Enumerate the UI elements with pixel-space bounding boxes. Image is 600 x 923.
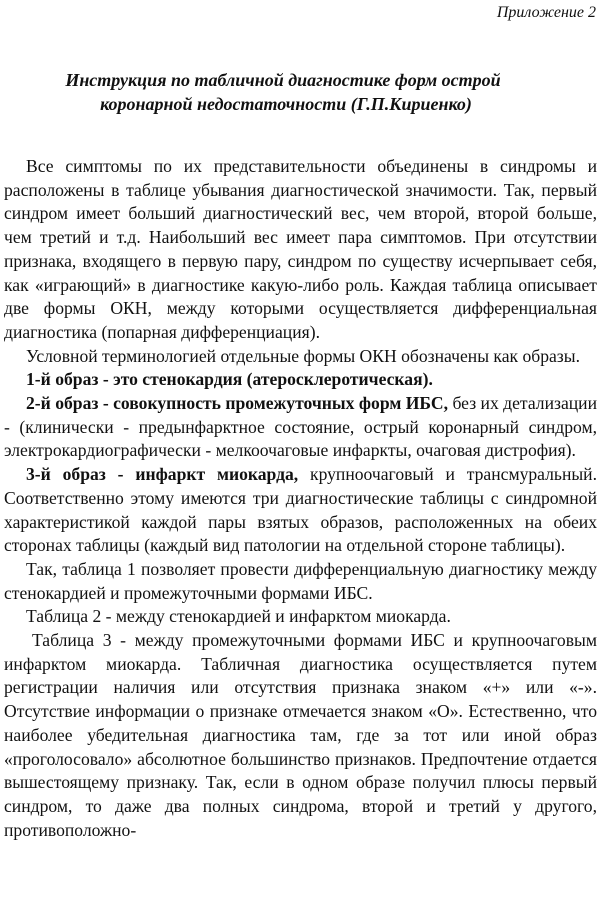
document-title (0, 68, 600, 116)
title-line-2: коронарной недостаточности (Г.П.Кириенко) (100, 94, 472, 114)
paragraph-table-3: Таблица 3 - между промежуточными формами ИБС и крупноочаговым инфарктом миокарда. Табличная диагностика осуществляется путем регистрации наличия или отсутствия признака знаком «+» или «-». Отсутствие информации о признаке отмечается знаком «О». Естественно, что наиболее убедительная диагностика там, где за тот или иной образ «проголосовало» абсолютное большинство признаков. Предпочтение отдается вышестоящему признаку. Так, если в одном образе получил плюсы первый синдром, то даже два полных синдрома, второй и третий у другого, противоположно- (4, 630, 597, 840)
image-3-text: крупноочаговый и трансмуральный. Соответственно этому имеются три диагностические таблицы с синдромной характеристикой каждой пары взятых образов, расположенных на обеих сторонах таблицы (каждый вид патологии на отдельной стороне таблицы). (4, 464, 597, 556)
title-line-1: Инструкция по табличной диагностике форм острой (65, 70, 501, 90)
paragraph-image-1: 1-й образ - это стенокардия (атеросклеротическая). (26, 369, 433, 390)
paragraph-image-2 (4, 392, 597, 463)
image-2-heading: 2-й образ - совокупность промежуточных форм ИБС, (26, 393, 449, 414)
image-3-heading: 3-й образ - инфаркт миокарда, (26, 464, 299, 485)
paragraph-intro: Все симптомы по их представительности объединены в синдромы и расположены в таблице убывания диагностической значимости. Так, первый синдром имеет больший диагностический вес, чем второй, второй больше, чем третий и т.д. Наибольший вес имеет пара симптомов. При отсутствии признака, входящего в первую пару, синдром по существу исчерпывает себя, как «играющий» в диагностике какую-либо роль. Каждая таблица описывает две формы ОКН, между которыми осуществляется дифференциальная диагностика (попарная дифференциация). (4, 156, 597, 342)
paragraph-table-2: Таблица 2 - между стенокардией и инфарктом миокарда. (26, 606, 451, 627)
body-text (4, 155, 597, 842)
paragraph-table-1: Так, таблица 1 позволяет провести дифференциальную диагностику между стенокардией и промежуточными формами ИБС. (4, 558, 597, 603)
paragraph-images: Условной терминологией отдельные формы ОКН обозначены как образы. (26, 345, 580, 366)
appendix-label: Приложение 2 (496, 4, 596, 21)
image-2-text: без их детализации - (клинически - предынфарктное состояние, острый коронарный синдром, электрокардиографически - мелкоочаговые инфаркты, очаговая дистрофия). (4, 393, 597, 461)
paragraph-image-3 (4, 463, 597, 558)
